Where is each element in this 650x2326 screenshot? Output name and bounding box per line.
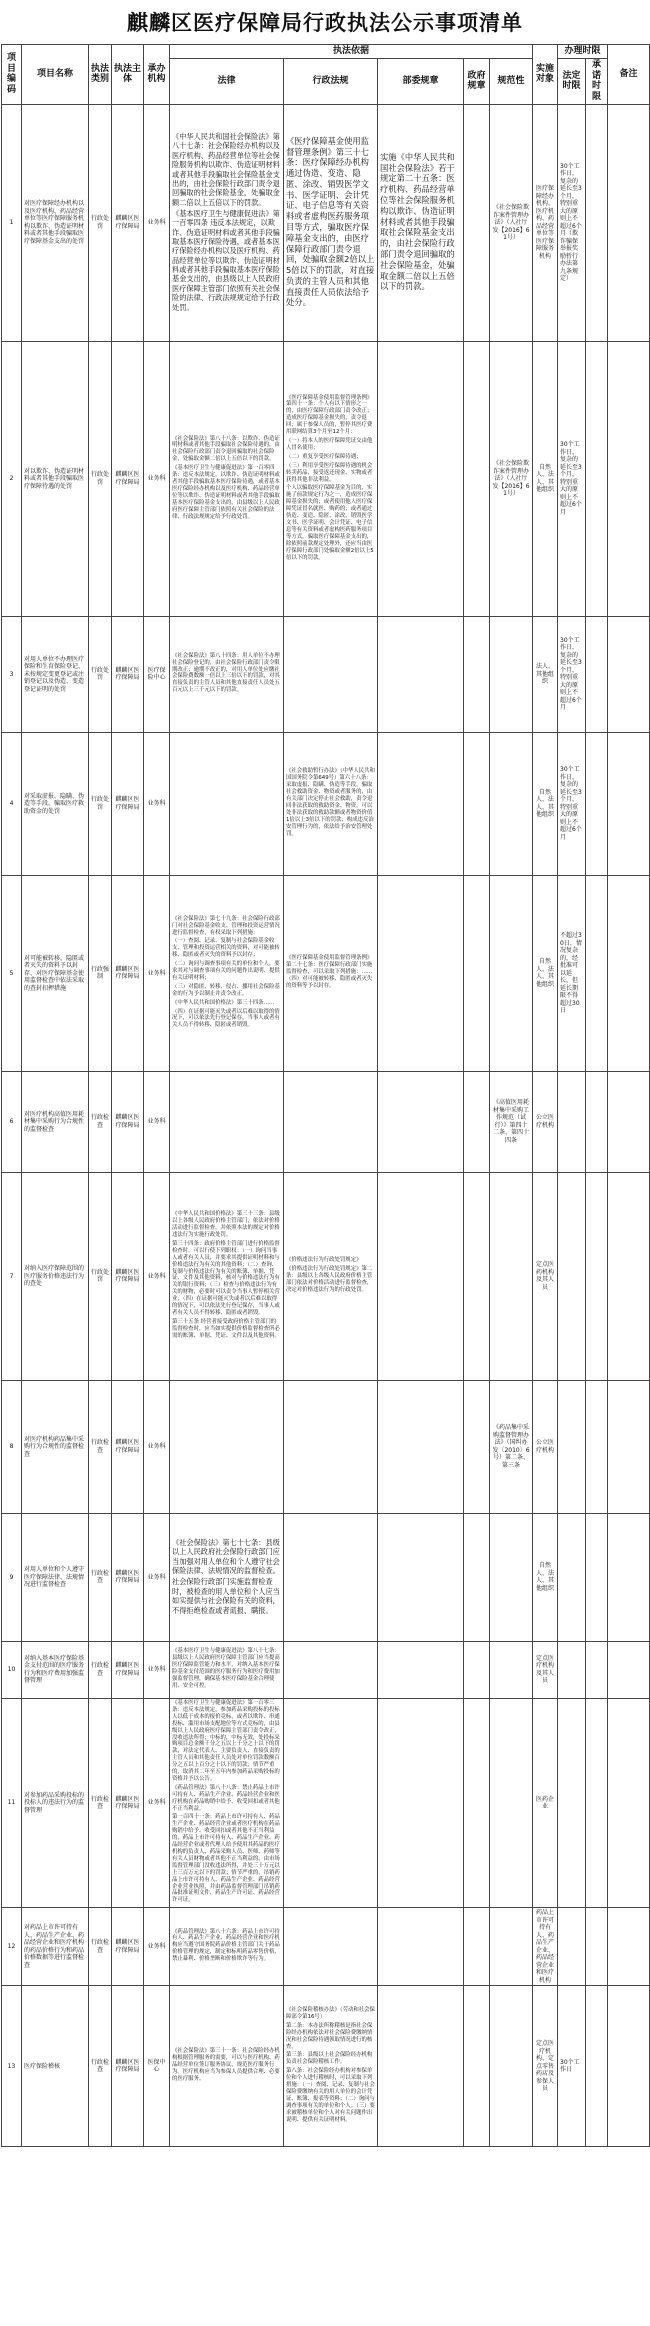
legal-clause: 实施《中华人民共和国社会保险法》若干规定第二十五条：医疗机构、药品经营单位等社会保险服务机构以欺诈、伪造证明材料或者其他手段骗取社会保险基金支出的，由社会保险行政部门责令退回骗取的社会保险基金，处骗取金额二倍以上五倍以下的罚款。: [380, 151, 455, 292]
basis-government-rule: [464, 1380, 490, 1513]
enforcement-subject: 麒麟区医疗保障局: [112, 1071, 144, 1172]
handling-department: 业务科: [144, 1513, 170, 1641]
basis-department-rule: [378, 1380, 464, 1513]
legal-time-limit: [558, 1513, 586, 1641]
remark: [608, 1172, 650, 1380]
header-code: 项目编码: [2, 45, 22, 105]
item-code: 9: [2, 1513, 22, 1641]
legal-text-block: [286, 1257, 375, 1294]
enforcement-subject: 麒麟区医疗保障局: [112, 1172, 144, 1380]
remark: [608, 616, 650, 732]
legal-clause: 社会保险行政部门实施监督检查时，被检查的用人单位和个人应当如实提供与社会保险有关的资料，不得拒绝检查或者谎报、瞒报。: [172, 1577, 280, 1615]
remark: [608, 875, 650, 1071]
implementation-target: 定点医药机构及其人员: [533, 1172, 558, 1380]
legal-clause: 第二条：本办法所称稽核是指社会保险经办机构依法对社会保险费缴纳情况和社会保险待遇领取情况进行的核查。: [286, 2022, 373, 2050]
item-name: 对参加药品采购投标的投标人的违法行为的监督管理: [22, 1698, 89, 1907]
basis-law: [170, 732, 284, 875]
item-code: 7: [2, 1172, 22, 1380]
item-code: 13: [2, 1986, 22, 2147]
basis-admin-regulation: [284, 1698, 378, 1907]
item-name: 医疗保险稽核: [22, 1986, 89, 2147]
implementation-target: 公立医疗机构: [533, 1071, 558, 1172]
remark: [608, 732, 650, 875]
basis-government-rule: [464, 1513, 490, 1641]
basis-law: [170, 1172, 284, 1380]
basis-government-rule: [464, 1908, 490, 1986]
legal-clause: 《基本医疗卫生与健康促进法》第八十七条：县级以上人民政府医疗保障主管部门应当提高医疗保障监管能力和水平，对纳入基本医疗保险基金支付范围的医疗服务行为和医疗费用加强监督管理，确保基本医疗保险基金合理使用、安全可控。: [172, 1648, 280, 1689]
header-target: 实施对象: [533, 45, 558, 105]
legal-clause: 《中华人民共和国价格法》第三十三条：县级以上各级人民政府价格主管部门，依法对价格活动进行监督检查，并依照本法的规定对价格违法行为实施行政处罚。: [172, 1211, 280, 1239]
enforcement-category: 行政处罚: [89, 341, 112, 616]
legal-time-limit: 30个工作日，复杂的延长至3个月，特别重大的原则上不超过6个月: [558, 341, 586, 616]
basis-department-rule: [378, 732, 464, 875]
enforcement-category: 行政检查: [89, 1071, 112, 1172]
basis-government-rule: [464, 732, 490, 875]
basis-admin-regulation: [284, 616, 378, 732]
legal-clause: 《价格违法行为行政处罚规定》: [286, 1257, 362, 1264]
handling-department: 业务科: [144, 104, 170, 341]
handling-department: 医保中心: [144, 1986, 170, 2147]
remark: [608, 1908, 650, 1986]
remark: [608, 104, 650, 341]
promised-time-limit: [586, 1698, 608, 1907]
enforcement-category: 行政检查: [89, 1641, 112, 1698]
legal-time-limit: 30个工作日: [558, 1986, 586, 2147]
legal-clause: 第三条：县级以上社会保险经办机构负责社会保险稽核工作。: [286, 2052, 373, 2066]
basis-department-rule: [378, 341, 464, 616]
basis-law: [170, 341, 284, 616]
basis-department-rule: [378, 1071, 464, 1172]
promised-time-limit: [586, 1071, 608, 1172]
legal-clause: 《社会保险法》第八十八条：以欺诈、伪造证明材料或者其他手段骗取社会保险待遇的，由社会保险行政部门责令退回骗取的社会保险金，处骗取金额二倍以上五倍以下的罚款。: [172, 435, 280, 463]
page-title: 麒麟区医疗保障局行政执法公示事项清单: [127, 10, 523, 35]
legal-clause: 《药品管理法》第八十六条：药品上市许可持有人、药品生产企业、药品经营企业和医疗机构应当遵守国务院药品价格主管部门关于药品价格管理的规定，制定和标明药品零售价格，禁止暴利、价格垄断和价格欺诈等行为。: [172, 1928, 280, 1963]
basis-admin-regulation: [284, 732, 378, 875]
basis-department-rule: [378, 1986, 464, 2147]
basis-law: [170, 1071, 284, 1172]
basis-government-rule: [464, 341, 490, 616]
enforcement-category: 行政检查: [89, 1986, 112, 2147]
legal-clause: （四）在证据可能灭失或者以后难以取得的情况下，可以依法先行登记保存，当事人或者有关人员不得转移、隐匿或者销毁。: [172, 1008, 280, 1029]
legal-text-block: [286, 955, 375, 990]
legal-text-block: [172, 1700, 281, 1904]
enforcement-category: 行政处罚: [89, 1172, 112, 1380]
basis-normative-document: [490, 1513, 533, 1641]
basis-department-rule: [378, 875, 464, 1071]
implementation-target: 定点医疗机构及其人员: [533, 1641, 558, 1698]
item-name: 对药品上市许可持有人、药品生产企业、药品经营企业和医疗机构的药品价格行为和药品价格数据等进行监督检查: [22, 1908, 89, 1986]
basis-law: [170, 1698, 284, 1907]
enforcement-subject: 麒麟区医疗保障局: [112, 1698, 144, 1907]
legal-clause: 《社会保险法》第三十一条：社会保险经办机构根据管理服务的需要，可以与医疗机构、药品经营单位签订服务协议，规范医疗服务行为。医疗机构应当为参保人员提供合理、必要的医疗服务。: [172, 2048, 280, 2082]
legal-clause: 《基本医疗卫生与健康促进法》第一百零四条 违反本法规定，以欺诈、伪造证明材料或者其他手段骗取基本医疗保险待遇，或者基本医疗保险经办机构以及医疗机构、药品经营单位等以欺诈、伪造证明材料或者其他手段骗取基本医疗保险基金支出的，由县级以上人民政府医疗保障主管部门依照有关社会保险的法律、行政法规规定给予行政处罚。: [172, 208, 280, 312]
basis-law: [170, 1380, 284, 1513]
legal-clause: 第三十四条：政府价格主管部门进行价格监督检查时，可以行使下列职权：（一）询问当事人或者有关人员，并要求其提供证明材料和与价格违法行为有关的其他资料；（二）查询、复制与价格违法行为有关的账簿、单据、凭证、文件及其他资料，核对与价格违法行为有关的银行资料；（三）检查与价格违法行为有关的财物，必要时可以责令当事人暂停相关营业；（四）在证据可能灭失或者以后难以取得的情况下，可以依法先行登记保存，当事人或者有关人员不得转移、隐匿或者销毁。: [172, 1240, 280, 1317]
header-dept-rule: 部委规章: [378, 58, 464, 104]
table-row: [2, 1641, 650, 1698]
legal-clause: （二）重复享受医疗保障待遇；: [286, 453, 362, 460]
enforcement-subject: 麒麟区医疗保障局: [112, 341, 144, 616]
basis-admin-regulation: [284, 1513, 378, 1641]
enforcement-subject: 麒麟区医疗保障局: [112, 732, 144, 875]
enforcement-category: 行政检查: [89, 1698, 112, 1907]
basis-normative-document: 《高值医用耗材集中采购工作规范（试行）》第四十二条、第四十四条: [490, 1071, 533, 1172]
table-row: [2, 1986, 650, 2147]
implementation-target: 自然人、法人、其他组织: [533, 875, 558, 1071]
item-name: 对用人单位不办理医疗保险和生育保险登记、未按规定变更登记或注销登记以及伪造、变造登记证明的处罚: [22, 616, 89, 732]
legal-text-block: [172, 653, 281, 694]
header-promise-limit: 承诺时限: [586, 58, 608, 104]
legal-text-block: [380, 152, 461, 292]
legal-time-limit: 30个工作日，复杂的延长至3个月，特别重大的原则上不超过6个月: [558, 732, 586, 875]
enforcement-category: 行政处罚: [89, 616, 112, 732]
implementation-target: 药品上市许可持有人、药品生产企业、药品经营企业和医疗机构: [533, 1908, 558, 1986]
legal-clause: （二）询问与调查事项有关的单位和个人，要求其对与调查事项有关的问题作出说明、提供有关证明材料；: [172, 961, 280, 981]
legal-text-block: [286, 136, 375, 309]
promised-time-limit: [586, 1513, 608, 1641]
legal-time-limit: [558, 1071, 586, 1172]
legal-clause: 个人以骗取医疗保障基金为目的，实施了前款规定行为之一，造成医疗保障基金损失的；或者使用他人医疗保障凭证冒名就医、购药的；或者通过伪造、变造、隐匿、涂改、销毁医学文书、医学证明、会计凭证、电子信息等有关资料或者虚构医药服务项目等方式，骗取医疗保障基金支出的，除依照前款规定处理外，还应当由医疗保障行政部门处骗取金额2倍以上5倍以下的罚款。: [286, 485, 374, 561]
implementation-target: 公立医疗机构: [533, 1380, 558, 1513]
basis-law: [170, 616, 284, 732]
basis-admin-regulation: [284, 1641, 378, 1698]
legal-clause: （一）查阅、记录、复制与社会保险基金收支、管理和投资运营相关的资料，对可能被转移、隐匿或者灭失的资料予以封存；: [172, 938, 280, 959]
table-row: [2, 341, 650, 616]
enforcement-subject: 麒麟区医疗保障局: [112, 104, 144, 341]
basis-government-rule: [464, 1986, 490, 2147]
legal-time-limit: 30个工作日，复杂的延长至3个月，特别重大的原则上不超过6个月（欺诈骗保举报奖励暂行办法第九条规定）: [558, 104, 586, 341]
remark: [608, 1641, 650, 1698]
enforcement-category: 行政检查: [89, 1380, 112, 1513]
basis-department-rule: [378, 616, 464, 732]
legal-clause: 《社会保险法》第七十七条：县级以上人民政府社会保险行政部门应当加强对用人单位和个人遵守社会保险法律、法规情况的监督检查。: [172, 1538, 280, 1576]
promised-time-limit: [586, 341, 608, 616]
item-code: 6: [2, 1071, 22, 1172]
item-name: 对医疗机构高值医用耗材集中采购行为合规性的监督检查: [22, 1071, 89, 1172]
basis-government-rule: [464, 104, 490, 341]
promised-time-limit: [586, 616, 608, 732]
table-row: [2, 616, 650, 732]
handling-department: 医疗保险中心: [144, 616, 170, 732]
item-code: 1: [2, 104, 22, 341]
header-name: 项目名称: [22, 45, 89, 105]
legal-clause: 《社会保险法》第七十九条：社会保险行政部门对社会保险基金收支、管理和投资运营情况进行监督检查，有权采取下列措施：: [172, 915, 280, 936]
table-row: [2, 1908, 650, 1986]
legal-clause: 《基本医疗卫生与健康促进法》第一百零三条：违反本法规定，参加药品采购投标的投标人以低于成本的报价竞标，或者以欺诈、串通投标、滥用市场支配地位等方式竞标的，由县级以上人民政府医疗保障主管部门责令改正，没收违法所得；中标的，中标无效，处投标采购项目总金额千分之五以上千分之十以下的罚款，对法定代表人、主要负责人、直接负责的主管人员和其他责任人员处对单位罚款数额百分之五以上百分之十以下的罚款；情节严重的，取消其二年至五年内参加药品采购投标的资格并予以公告。: [172, 1699, 280, 1782]
enforcement-category: 行政检查: [89, 1513, 112, 1641]
remark: [608, 1986, 650, 2147]
header-law: 法律: [170, 58, 284, 104]
basis-normative-document: [490, 1641, 533, 1698]
basis-normative-document: 《药品集中采购监督管理办法》（国纠办发〔2010〕6号）第二条、第三条: [490, 1380, 533, 1513]
header-subject: 执法主体: [112, 45, 144, 105]
basis-admin-regulation: [284, 875, 378, 1071]
enforcement-subject: 麒麟区医疗保障局: [112, 1908, 144, 1986]
table-row: [2, 1172, 650, 1380]
basis-normative-document: [490, 1698, 533, 1907]
header-gov-rule: 政府规章: [464, 58, 490, 104]
item-name: 对医疗保障经办机构以及医疗机构、药品经营单位等医疗保障服务机构以欺诈、伪造证明材料或者其他手段骗取医疗保障基金支出的处罚: [22, 104, 89, 341]
basis-normative-document: [490, 1986, 533, 2147]
legal-text-block: [172, 1929, 281, 1964]
enforcement-subject: 麒麟区医疗保障局: [112, 1641, 144, 1698]
item-code: 5: [2, 875, 22, 1071]
legal-clause: （三）利用享受医疗保障待遇的机会转卖药品，接受返还现金、实物或者获得其他非法利益。: [286, 462, 373, 483]
handling-department: 业务科: [144, 1071, 170, 1172]
enforcement-subject: 麒麟区医疗保障局: [112, 875, 144, 1071]
table-row: [2, 1513, 650, 1641]
legal-clause: 《社会救助暂行办法》（中华人民共和国国务院令第649号）第六十八条：采取虚报、隐瞒、伪造等手段，骗取社会救助资金、物资或者服务的，由有关部门决定停止社会救助，责令退回非法获取的救助资金、物资，可以处非法获取的救助款额或者物资价值1倍以上3倍以下的罚款；构成违反治安管理行为的，依法给予治安管理处罚。: [286, 768, 375, 837]
basis-department-rule: [378, 1513, 464, 1641]
header-remark: 备注: [608, 45, 650, 105]
table-row: [2, 1380, 650, 1513]
item-code: 11: [2, 1698, 22, 1907]
header-category: 执法类别: [89, 45, 112, 105]
legal-text-block: [286, 768, 375, 837]
promised-time-limit: [586, 1380, 608, 1513]
basis-normative-document: [490, 732, 533, 875]
header-time-limit: 办理时限: [558, 45, 608, 59]
legal-text-block: [172, 2048, 281, 2083]
handling-department: 业务科: [144, 1698, 170, 1907]
basis-normative-document: [490, 875, 533, 1071]
basis-law: [170, 104, 284, 341]
implementation-target: 自然人、法人、其他组织: [533, 341, 558, 616]
implementation-target: 法人、其他组织: [533, 616, 558, 732]
basis-normative-document: 《社会保险欺诈案件管理办法》（人社厅发【2016】61号）: [490, 104, 533, 341]
basis-normative-document: [490, 1908, 533, 1986]
promised-time-limit: [586, 1641, 608, 1698]
promised-time-limit: [586, 1172, 608, 1380]
promised-time-limit: [586, 104, 608, 341]
legal-clause: 《药品管理法》第八十八条：禁止药品上市许可持有人、药品生产企业、药品经营企业和医疗机构在药品购销中给予、收受回扣或者其他不正当利益。: [172, 1784, 280, 1812]
basis-government-rule: [464, 1698, 490, 1907]
enforcement-subject: 麒麟区医疗保障局: [112, 1513, 144, 1641]
basis-department-rule: [378, 1641, 464, 1698]
basis-normative-document: [490, 616, 533, 732]
legal-clause: 《价格违法行为行政处罚规定》第二条：县级以上各级人民政府价格主管部门依法对价格活动进行监督检查，决定对价格违法行为的行政处罚。: [286, 1266, 373, 1293]
table-row: [2, 104, 650, 341]
handling-department: 业务科: [144, 732, 170, 875]
enforcement-category: 行政检查: [89, 1908, 112, 1986]
basis-department-rule: [378, 1698, 464, 1907]
item-name: 对医疗机构药品集中采购行为合规性的监督检查: [22, 1380, 89, 1513]
basis-law: [170, 1513, 284, 1641]
basis-admin-regulation: [284, 1986, 378, 2147]
basis-normative-document: [490, 1172, 533, 1380]
basis-normative-document: 《社会保险欺诈案件管理办法》（人社厅发【2016】61号）: [490, 341, 533, 616]
table-row: [2, 1071, 650, 1172]
table-row: [2, 1698, 650, 1907]
legal-clause: （一）将本人的医疗保障凭证交由他人冒名使用；: [286, 438, 373, 451]
remark: [608, 1698, 650, 1907]
legal-clause: 第一百四十一条：药品上市许可持有人、药品生产企业、药品经营企业或者医疗机构在药品购销中给予、收受回扣或者其他不正当利益的，药品上市许可持有人、药品生产企业、药品经营企业或者代理人给予使用其药品的医疗机构的负责人、药品采购人员、医师、药师等有关人员财物或者其他不正当利益的，由市场监督管理部门没收违法所得，并处三十万元以上三百万元以下的罚款；情节严重的，吊销药品上市许可持有人、药品生产企业、药品经营企业营业执照，并由药品监督管理部门吊销药品批准证明文件、药品生产许可证、药品经营许可证。: [172, 1814, 280, 1904]
legal-clause: 第八条：社会保险经办机构对参保单位和个人进行稽核时，可以采取下列措施：（一）查阅、记录、复制与社会保险费缴纳有关的用人单位的会计凭证、账簿、报表等资料；（二）询问与调查事项有关的单位和个人；（三）要求被稽核单位和个人对有关问题作出说明、提供有关证明材料。: [286, 2068, 375, 2123]
basis-government-rule: [464, 875, 490, 1071]
implementation-target: 医药企业: [533, 1698, 558, 1907]
legal-text-block: [172, 132, 281, 312]
enforcement-category: 行政处罚: [89, 104, 112, 341]
legal-text-block: [172, 436, 281, 521]
legal-clause: 《基本医疗卫生与健康促进法》第一百零四条：违反本法规定，以欺诈、伪造证明材料或者其他手段骗取基本医疗保险待遇，或者基本医疗保险经办机构以及医疗机构、药品经营单位等以欺诈、伪造证明材料或者其他手段骗取基本医疗保险基金支出的，由县级以上人民政府医疗保障主管部门依照有关社会保险的法律、行政法规规定给予行政处罚。: [172, 465, 280, 520]
header-norm-doc: 规范性: [490, 58, 533, 104]
implementation-target: 自然人、法人、其他组织: [533, 732, 558, 875]
basis-government-rule: [464, 1641, 490, 1698]
item-name: 对纳入基本医疗保险基金支付范围的医疗服务行为和医疗费用加强监督管理: [22, 1641, 89, 1698]
enforcement-category: 行政强制: [89, 875, 112, 1071]
implementation-target: 自然人、法人、其他组织: [533, 1513, 558, 1641]
handling-department: 业务科: [144, 1908, 170, 1986]
item-name: 对纳入医疗保障范围的医疗服务价格违法行为的查处: [22, 1172, 89, 1380]
legal-text-block: [286, 2007, 375, 2124]
basis-government-rule: [464, 1172, 490, 1380]
table-row: [2, 732, 650, 875]
enforcement-category: 行政处罚: [89, 732, 112, 875]
implementation-target: 医疗保障经办机构、医疗机构、药品经营单位等医疗保障服务机构: [533, 104, 558, 341]
basis-law: [170, 1986, 284, 2147]
item-name: 对可能被转移、隐匿或者灭失的资料予以封存、对医疗保障基金使用监督检查中依法采取的查封扣押措施: [22, 875, 89, 1071]
basis-government-rule: [464, 1071, 490, 1172]
legal-text-block: [172, 1648, 281, 1689]
legal-time-limit: 30个工作日，复杂的延长至3个月，特别重大的原则上不超过6个月: [558, 616, 586, 732]
basis-admin-regulation: [284, 1380, 378, 1513]
basis-admin-regulation: [284, 1172, 378, 1380]
legal-time-limit: [558, 1172, 586, 1380]
legal-clause: 第三十五条 经营者接受政府价格主管部门的监督检查时，应当如实提供价格监督检查所必需的账簿、单据、凭证、文件以及其他资料。: [172, 1318, 280, 1339]
item-code: 3: [2, 616, 22, 732]
enforcement-subject: 麒麟区医疗保障局: [112, 616, 144, 732]
implementation-target: 定点医疗机构、定点零售药店及参保人员: [533, 1986, 558, 2147]
handling-department: 业务科: [144, 1380, 170, 1513]
legal-clause: 《社会保险稽核办法》（劳动和社会保障部令第16号）: [286, 2007, 375, 2020]
basis-admin-regulation: [284, 341, 378, 616]
legal-time-limit: [558, 1698, 586, 1907]
basis-admin-regulation: [284, 1908, 378, 1986]
basis-department-rule: [378, 104, 464, 341]
legal-time-limit: 不超过30日，情况复杂的，经批准可以延长，但延长期限不得超过30日: [558, 875, 586, 1071]
item-code: 8: [2, 1380, 22, 1513]
legal-text-block: [172, 1211, 281, 1339]
item-code: 12: [2, 1908, 22, 1986]
legal-clause: （三）对隐匿、转移、侵占、挪用社会保险基金的行为予以制止并责令改正。: [172, 983, 280, 997]
legal-time-limit: [558, 1380, 586, 1513]
basis-admin-regulation: [284, 104, 378, 341]
header-legal-limit: 法定时限: [558, 58, 586, 104]
item-code: 10: [2, 1641, 22, 1698]
basis-department-rule: [378, 1172, 464, 1380]
basis-law: [170, 1908, 284, 1986]
item-code: 2: [2, 341, 22, 616]
enforcement-subject: 麒麟区医疗保障局: [112, 1986, 144, 2147]
handling-department: 业务科: [144, 341, 170, 616]
enforcement-table: [1, 44, 650, 2147]
legal-text-block: [172, 1538, 281, 1615]
header-dept: 承办机构: [144, 45, 170, 105]
promised-time-limit: [586, 732, 608, 875]
item-name: 对用人单位和个人遵守医疗保障法律、法规情况进行监督检查: [22, 1513, 89, 1641]
header-basis: 执法依据: [170, 45, 533, 59]
item-code: 4: [2, 732, 22, 875]
legal-clause: 《社会保险法》第八十四条：用人单位不办理社会保险登记的，由社会保险行政部门责令限期改正；逾期不改正的，对用人单位处应缴社会保险费数额一倍以上三倍以下的罚款，对其直接负责的主管人员和其他直接责任人员处五百元以上三千元以下的罚款。: [172, 652, 280, 694]
table-row: [2, 875, 650, 1071]
legal-text-block: [172, 916, 281, 1030]
legal-text-block: [286, 395, 375, 562]
basis-admin-regulation: [284, 1071, 378, 1172]
remark: [608, 341, 650, 616]
legal-clause: 《医疗保障基金使用监督管理条例》第二十七条：医疗保障行政部门实施监督检查，可以采取下列措施：……（四）对可能被转移、隐匿或者灭失的资料等予以封存。: [286, 955, 373, 989]
legal-clause: 《医疗保障基金使用监督管理条例》第三十七条：医疗保障经办机构通过伪造、变造、隐匿、涂改、销毁医学文书、医学证明、会计凭证、电子信息等有关资料或者虚构医药服务项目等方式，骗取医疗保障基金支出的，由医疗保障行政部门责令退回，处骗取金额2倍以上5倍以下的罚款，对直接负责的主管人员和其他直接责任人员依法给予处分。: [286, 135, 375, 308]
promised-time-limit: [586, 1986, 608, 2147]
remark: [608, 1513, 650, 1641]
basis-department-rule: [378, 1908, 464, 1986]
handling-department: 业务科: [144, 1641, 170, 1698]
item-name: 对采取虚报、隐瞒、伪造等手段，骗取医疗救助资金的处罚: [22, 732, 89, 875]
legal-time-limit: [558, 1641, 586, 1698]
handling-department: 业务科: [144, 875, 170, 1071]
promised-time-limit: [586, 1908, 608, 1986]
legal-clause: 《中华人民共和国价格法》第三十四条……: [172, 999, 275, 1006]
basis-government-rule: [464, 616, 490, 732]
legal-time-limit: [558, 1908, 586, 1986]
header-admin-reg: 行政法规: [284, 58, 378, 104]
remark: [608, 1380, 650, 1513]
legal-clause: 《医疗保障基金使用监督管理条例》第四十一条：个人有以下情形之一的，由医疗保障行政部门责令改正；造成医疗保障基金损失的，责令退回；属于参保人员的，暂停其医疗费用联网结算3个月至12个月：: [286, 394, 373, 436]
basis-law: [170, 875, 284, 1071]
promised-time-limit: [586, 875, 608, 1071]
basis-law: [170, 1641, 284, 1698]
handling-department: 业务科: [144, 1172, 170, 1380]
remark: [608, 1071, 650, 1172]
legal-clause: 《中华人民共和国社会保险法》第八十七条：社会保险经办机构以及医疗机构、药品经营单位等社会保险服务机构以欺诈、伪造证明材料或者其他手段骗取社会保险基金支出的，由社会保险行政部门责令退回骗取的社会保险基金，处骗取金额二倍以上五倍以下的罚款。: [172, 132, 280, 207]
item-name: 对以欺诈、伪造证明材料或者其他手段骗取医疗保障待遇的处罚: [22, 341, 89, 616]
enforcement-subject: 麒麟区医疗保障局: [112, 1380, 144, 1513]
